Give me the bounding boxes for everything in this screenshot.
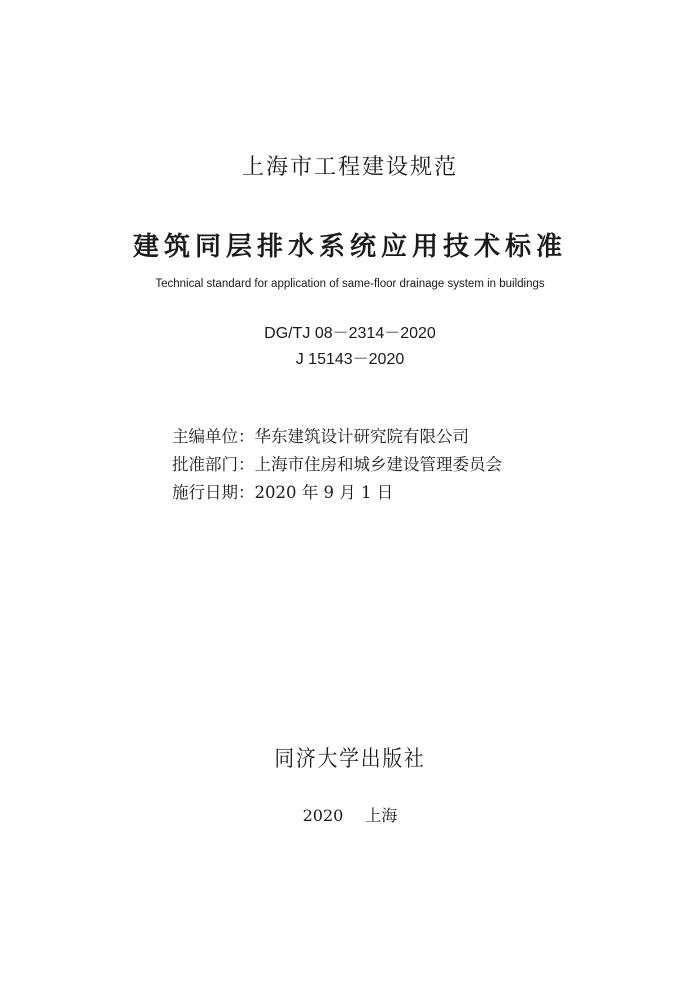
info-value: 上海市住房和城乡建设管理委员会 <box>254 455 502 474</box>
publication-city: 上海 <box>365 806 398 825</box>
info-label: 施行日期 <box>172 483 238 502</box>
editor-unit-row <box>172 423 502 451</box>
publication-place <box>0 803 700 826</box>
effective-date-row <box>172 479 502 507</box>
info-label: 主编单位 <box>172 427 238 446</box>
approval-dept-row <box>172 451 502 479</box>
info-value: 华东建筑设计研究院有限公司 <box>254 427 469 446</box>
standard-code: DG/TJ 08－2314－2020 <box>264 325 436 342</box>
info-value: 2020 年 9 月 1 日 <box>254 483 394 502</box>
publisher-name: 同济大学出版社 <box>274 747 426 772</box>
info-separator: ： <box>238 483 255 502</box>
info-separator: ： <box>238 427 255 446</box>
publication-year: 2020 <box>302 806 344 825</box>
series-heading: 上海市工程建设规范 <box>241 155 458 180</box>
publication-info <box>172 423 502 507</box>
english-title: Technical standard for application of same-floor drainage system in buildings <box>155 278 545 290</box>
record-code: J 15143－2020 <box>295 351 405 368</box>
info-label: 批准部门 <box>172 455 238 474</box>
document-title: 建筑同层排水系统应用技术标准 <box>132 232 567 262</box>
info-separator: ： <box>238 455 255 474</box>
